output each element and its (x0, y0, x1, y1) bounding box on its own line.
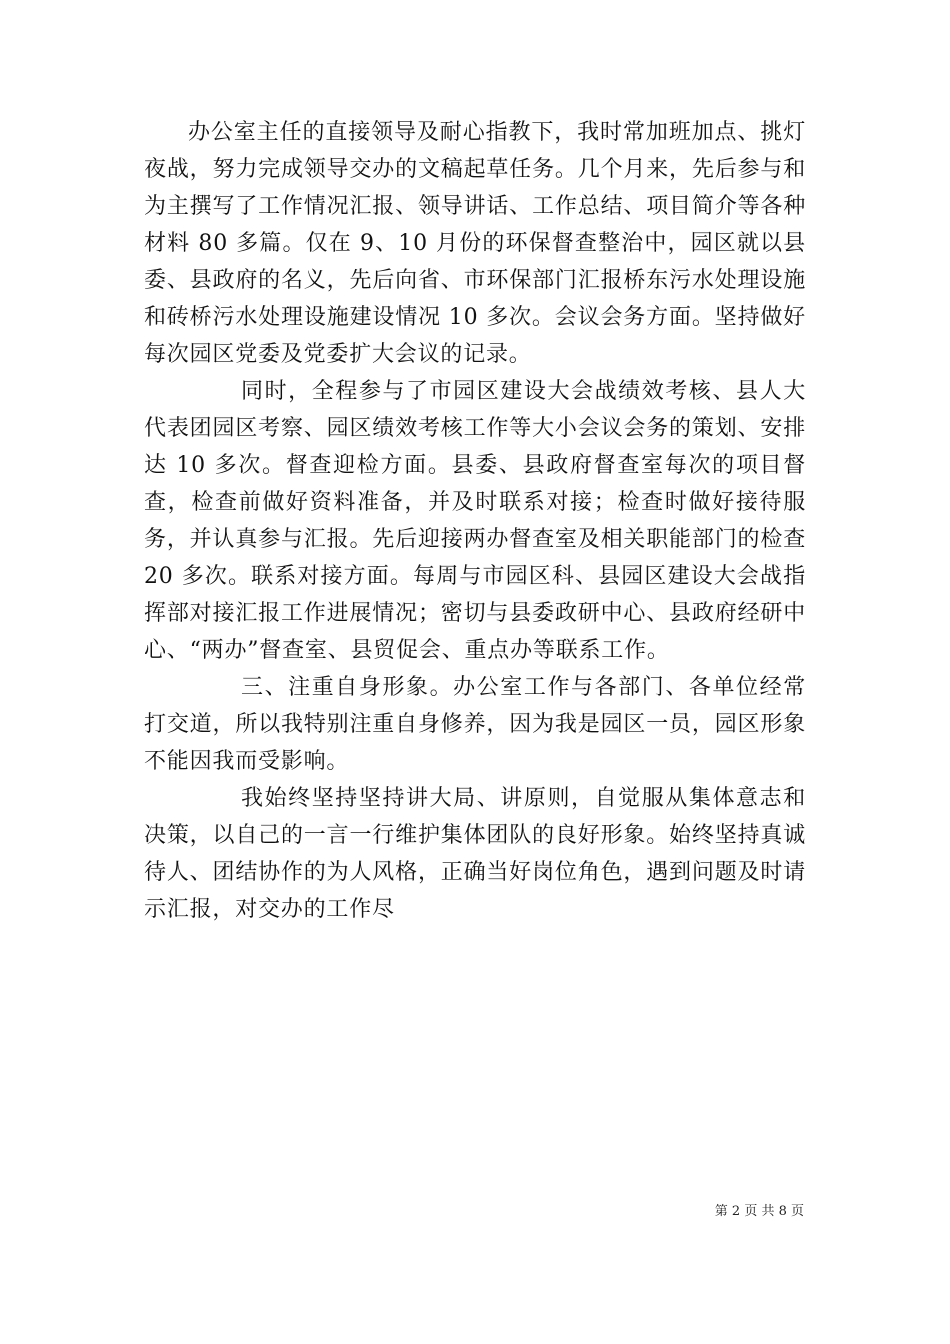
paragraph-3: 三、注重自身形象。办公室工作与各部门、各单位经常打交道，所以我特别注重自身修养，因为我是园区一员，园区形象不能因我而受影响。 (144, 675, 806, 774)
page-number-footer: 第 2 页 共 8 页 (714, 1204, 804, 1219)
paragraph-2: 同时，全程参与了市园区建设大会战绩效考核、县人大代表团园区考察、园区绩效考核工作等大小会议会务的策划、安排达 10 多次。督查迎检方面。县委、县政府督查室每次的项目督查，检查前做好资料准备，并及时联系对接；检查时做好接待服务，并认真参与汇报。先后迎接两办督查室及相关职能部门的检查 20 多次。联系对接方面。每周与市园区科、县园区建设大会战指挥部对接汇报工作进展情况；密切与县委政研中心、县政府经研中心、“两办”督查室、县贸促会、重点办等联系工作。 (144, 379, 806, 663)
document-body (144, 114, 806, 928)
paragraph-1: 办公室主任的直接领导及耐心指教下，我时常加班加点、挑灯夜战，努力完成领导交办的文稿起草任务。几个月来，先后参与和为主撰写了工作情况汇报、领导讲话、工作总结、项目简介等各种材料 80 多篇。仅在 9、10 月份的环保督查整治中，园区就以县委、县政府的名义，先后向省、市环保部门汇报桥东污水处理设施和砖桥污水处理设施建设情况 10 多次。会议会务方面。坚持做好每次园区党委及党委扩大会议的记录。 (144, 120, 806, 367)
paragraph-4: 我始终坚持坚持讲大局、讲原则，自觉服从集体意志和决策，以自己的一言一行维护集体团队的良好形象。始终坚持真诚待人、团结协作的为人风格，正确当好岗位角色，遇到问题及时请示汇报，对交办的工作尽 (144, 786, 806, 922)
